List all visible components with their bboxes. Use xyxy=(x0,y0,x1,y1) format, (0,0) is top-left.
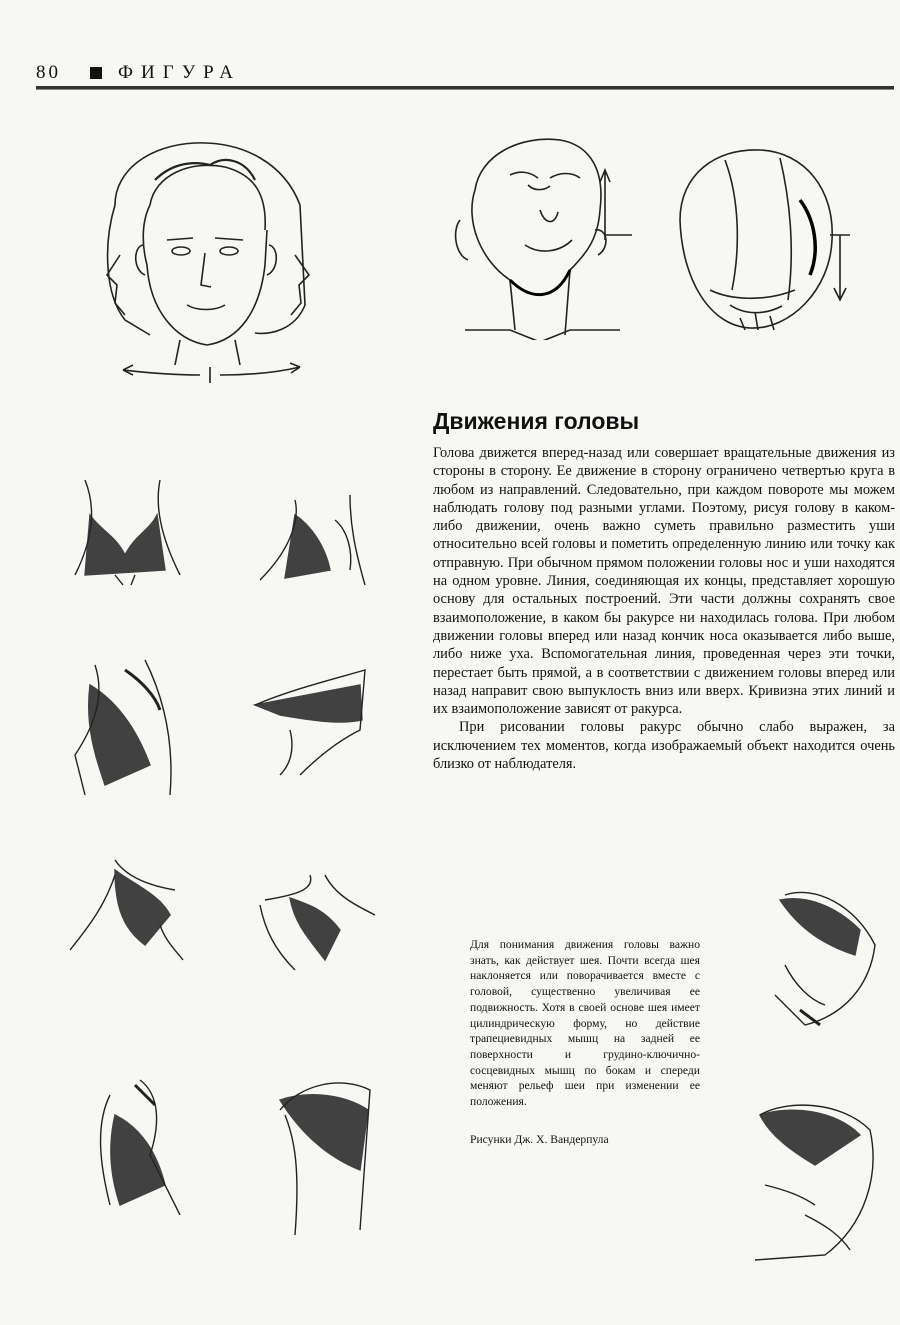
neck-study-back-left xyxy=(65,855,185,975)
neck-study-tilt-right xyxy=(260,1070,375,1240)
header-square-icon xyxy=(90,67,102,79)
neck-study-profile-left xyxy=(65,655,185,805)
head-tilted-back-drawing xyxy=(450,130,635,340)
page-header xyxy=(36,60,894,90)
head-rotation-drawing xyxy=(95,135,325,385)
section-name: ФИГУРА xyxy=(118,62,242,83)
article-paragraph: Голова движется вперед-назад или совершает вращательные движения из стороны в сторону. Ее движение в сторону ограничено четвертью круга в любом из направлений. Следовательно, при каждом повороте мы можем наблюдать голову под разными углами. Поэтому, рисуя голову в каком-либо движении, очень важно суметь правильно разместить уши относительно всей головы и пометить определенную линию или точку как отправную. При обычном прямом положении головы нос и уши находятся на одном уровне. Линия, соединяющая их концы, представляет хорошую основу для остальных построений. Эти части должны сохранять свое взаимоположение, в каком бы ракурсе ни находилась голова. При любом движении головы вперед или назад кончик носа оказывается либо выше, либо ниже уха. Вспомогательная линия, проведенная через эти точки, перестает быть прямой, а в соответствии с движением головы вперед или назад направит свою выпуклость вниз или вверх. Кривизна этих линий и их взаимоположение зависят от ракурса. xyxy=(433,445,895,718)
head-study-upper-right xyxy=(765,885,880,1035)
neck-study-profile-right xyxy=(250,660,370,780)
figure-caption xyxy=(470,937,700,1110)
article-title: Движения головы xyxy=(433,408,640,434)
page-number: 80 xyxy=(36,62,61,83)
head-tilted-forward-drawing xyxy=(670,140,860,340)
head-study-lower-right xyxy=(745,1095,885,1265)
article-body xyxy=(433,444,895,773)
neck-study-back-right xyxy=(255,870,380,975)
header-rule xyxy=(36,86,894,90)
caption-text: Для понимания движения головы важно знать, как действует шея. Почти всегда шея наклоняется или поворачивается вместе с головой, существенно увеличивая ее подвижность. Хотя в своей основе шея имеет цилиндрическую форму, но действие трапециевидных мышц на задней ее поверхности и грудино-ключично-сосцевидных мышц по бокам и спереди меняют рельеф шеи при изменении ее положения. xyxy=(470,938,700,1109)
neck-study-front xyxy=(65,475,185,590)
neck-study-turned xyxy=(255,490,375,590)
drawing-credit: Рисунки Дж. Х. Вандерпула xyxy=(470,1133,609,1146)
article-paragraph: При рисовании головы ракурс обычно слабо выражен, за исключением тех моментов, когда изображаемый объект находится очень близко от наблюдателя. xyxy=(433,719,895,773)
neck-study-tilt-left xyxy=(80,1075,190,1215)
